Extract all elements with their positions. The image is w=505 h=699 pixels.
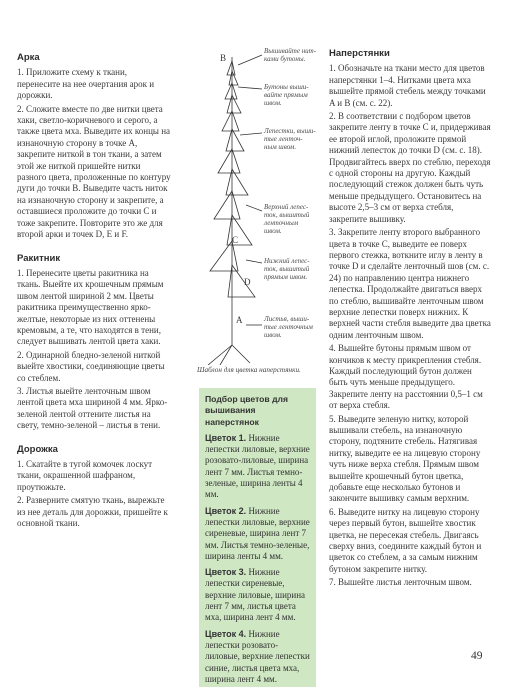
petal — [226, 129, 244, 151]
point-d: D — [244, 277, 251, 287]
petal — [227, 95, 241, 113]
petal — [222, 111, 239, 131]
section-arch — [17, 52, 172, 241]
option-key: Цветок 4. — [205, 628, 247, 639]
paragraph: 5. Выведите зеленую нитку, которой вышивали стебель, на изнаночную сторону, подтяните стебель. Натягивая нитку, выведите ее на лицевую сторону чуть ниже верха стебля. Прямым швом вышейте крошечный бутон цветка, добавьте еще несколько бутонов и закончите вышивку самым верхним. — [329, 413, 481, 504]
section-title: Арка — [17, 52, 40, 63]
option-text: Нижние лепестки сиреневые, верхние лиловые, ширина лент 7 мм, листья цвета мха, ширина лент 4 мм. — [205, 567, 306, 623]
point-b: B — [220, 53, 227, 63]
bud — [227, 61, 235, 75]
label-leaves: Листья, выши- тые ленточным швом. — [264, 315, 313, 339]
left-column — [17, 52, 172, 541]
label-buds-thread: Вышивайте нит- ками бутоны. — [264, 47, 317, 63]
section-path — [17, 444, 172, 530]
point-c: C — [232, 235, 239, 245]
option-key: Цветок 1. — [205, 432, 247, 443]
paragraph: 1. Приложите схему к ткани, перенесите на нее очертания арок и дорожки. — [17, 67, 155, 101]
paragraph: 2. Разверните смятую ткань, вырежьте из нее деталь для дорожки, пришейте к основной ткани. — [17, 495, 168, 529]
paragraph: 1. Скатайте в тугой комочек лоскут ткани, окрашенной шафраном, проутюжьте. — [17, 459, 153, 492]
option-key: Цветок 3. — [205, 567, 247, 578]
color-selection-box — [199, 388, 316, 687]
box-title: Подбор цветов для вышивания наперстянок — [205, 394, 289, 427]
label-upper-petal: Верхний лепес- ток, вышитый ленточным швом. — [264, 203, 310, 235]
leader-line — [240, 133, 262, 135]
option-text: Нижние лепестки лиловые, верхние розовато-лиловые, ширина лент 7 мм. Листья темно-зеленые, ширина ленты 4 мм. — [205, 432, 310, 500]
section-title: Дорожка — [17, 443, 58, 455]
section-title: Наперстянки — [329, 48, 390, 59]
leader-line — [238, 87, 262, 89]
paragraph: 2. В соответствии с подбором цветов закрепите ленту в точке C и, придерживая ее второй иглой, проложите прямой нижний лепесток до точки D (см. с. 18). Продвигайтесь вверх по стеблю, переходя с одной стороны на другую. Каждый последующий стежок должен быть чуть меньше предыдущего. Остановитесь на высоте 2,5–3 см от верха стебля, закрепите вышивку. — [329, 111, 491, 224]
section-title: Ракитник — [17, 252, 61, 264]
color-option — [205, 433, 310, 501]
leader-line — [246, 260, 262, 263]
base-leaves — [208, 345, 250, 365]
color-option — [205, 506, 310, 562]
label-petals-ribbon: Лепестки, выши- тые ленточ- ным швом. — [264, 127, 316, 151]
color-option — [205, 567, 310, 623]
page-number: 49 — [471, 650, 483, 662]
leader-line — [238, 55, 262, 65]
paragraph: 3. Листья выейте ленточным швом лентой цвета мха шириной 4 мм. Ярко-зеленой лентой оттените листья на свету, темно-зеленой – листья в тени. — [17, 385, 168, 431]
paragraph: 2. Одинарной бледно-зеленой ниткой выейте хвостики, соединяющие цветы со стеблем. — [17, 349, 165, 383]
right-column — [329, 48, 492, 591]
paragraph: 6. Выведите нитку на лицевую сторону через первый бутон, вышейте хвостик цветка, не пересекая стебель. Двигаясь сверху вниз, соедините каждый бутон и цветок со стеблем, а за самым нижним бутоном закрепите нитку. — [329, 506, 482, 574]
paragraph: 7. Вышейте листья ленточным швом. — [329, 577, 472, 588]
leader-line — [246, 205, 262, 211]
diagram-caption: Шаблон для цветка наперстянки. — [197, 366, 301, 374]
label-buds-straight: Бутоны выши- вайте прямым швом. — [264, 83, 309, 107]
petal — [218, 149, 240, 173]
point-a: A — [236, 315, 243, 325]
option-text: Нижние лепестки розовато-лиловые, верхние лепестки синие, листья цвета мха, ширина лент 4 мм. — [205, 628, 310, 684]
petal — [227, 215, 252, 245]
paragraph: 3. Закрепите ленту второго выбранного цвета в точке C, выведите ее поверх первого стежка, воткните иглу в ленту в точке D и сделайте ленточный шов (см. с. 24) по направлению центра нижнего лепестка. Продолжайте двигаться вверх по стеблю, вышивайте ленточным швом верхние лепестки поверх нижних. К верхней части стебля выведите два цветка одним ленточным швом. — [329, 227, 491, 340]
foxglove-template-diagram — [180, 35, 330, 380]
bud — [229, 71, 238, 85]
paragraph: 1. Обозначьте на ткани место для цветов наперстянки 1–4. Нитками цвета мха вышейте прямой стебель между точками A и B (см. с. 22). — [329, 63, 486, 108]
label-lower-petal: Нижний лепес- ток, вышитый прямым швом. — [264, 257, 310, 281]
paragraph: 2. Сложите вместе по две нитки цвета хаки, светло-коричневого и серого, а также цвета мха. Выведите их концы на изнаночную сторону в точке A, закрепите ниткой в тон ткани, а затем этой же ниткой пришейте нитки разного цвета, проложенные по контуру дуги до точки B. Выведите часть ниток на изнаночную сторону и закрепите, а оставшиеся проложите до точки C и тоже закрепите. Повторите это же для второй арки и точек D, E и F. — [17, 103, 171, 240]
paragraph: 4. Вышейте бутоны прямым швом от кончиков к месту прикрепления стебля. Каждый последующий бутон должен быть чуть меньше предыдущего. Закрепите ленту на расстоянии 0,5–1 см от верха стебля. — [329, 343, 483, 411]
petal — [210, 241, 238, 271]
option-key: Цветок 2. — [205, 505, 247, 516]
option-text: Нижние лепестки лиловые, верхние сиреневые, ширина лент 7 мм. Листья темно-зеленые, ширина ленты 4 мм. — [205, 505, 310, 561]
paragraph: 1. Перенесите цветы ракитника на ткань. Выейте их крошечным прямым швом лентой шириной 2 мм. Цветы ракитника преимущественно ярко-желтые, некоторые из них оттенены кремовым, а те, что находятся в тени, следует вышивать лентой цвета хаки. — [17, 267, 164, 347]
color-option — [205, 629, 310, 685]
section-broom — [17, 253, 172, 432]
